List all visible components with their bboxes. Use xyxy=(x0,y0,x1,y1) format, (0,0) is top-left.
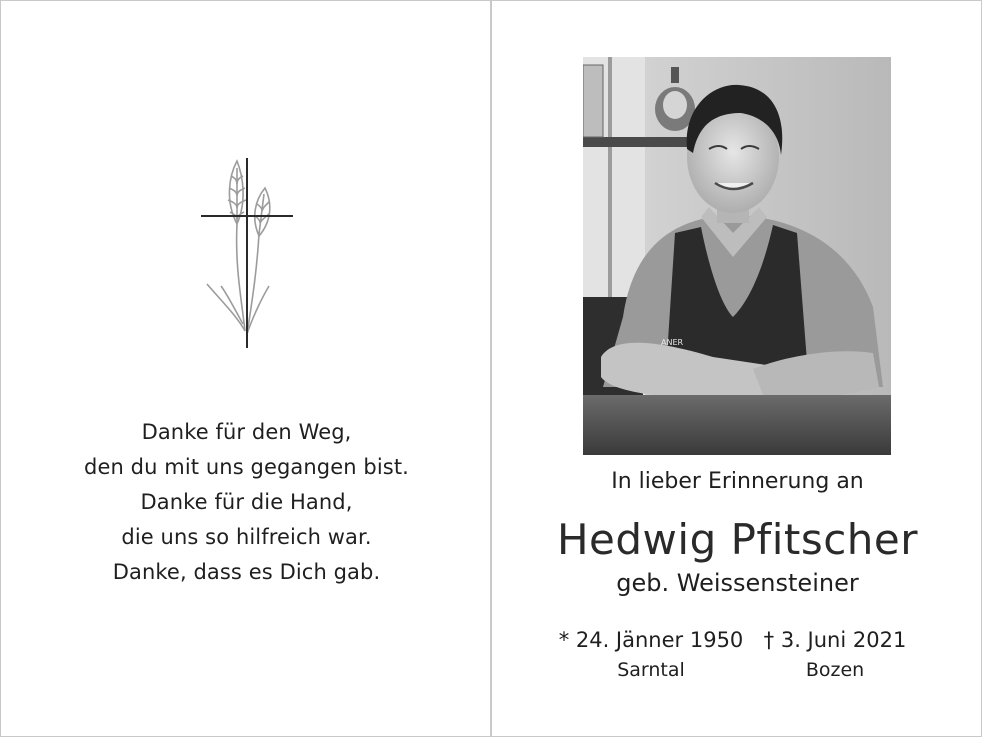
portrait-photo xyxy=(583,57,891,455)
apron-text: ANER xyxy=(661,338,684,347)
maiden-name: geb. Weissensteiner xyxy=(616,569,859,597)
poem-line: den du mit uns gegangen bist. xyxy=(84,455,409,479)
birth-place: Sarntal xyxy=(617,659,685,681)
birth-info xyxy=(551,625,751,685)
birth-date: * 24. Jänner 1950 xyxy=(558,628,744,652)
poem xyxy=(1,415,492,590)
cross-with-wheat-icon xyxy=(197,156,297,351)
poem-line: Danke für die Hand, xyxy=(140,490,353,514)
poem-line: die uns so hilfreich war. xyxy=(121,525,372,549)
death-date: † 3. Juni 2021 xyxy=(763,628,907,652)
death-info xyxy=(735,625,935,685)
poem-line: Danke, dass es Dich gab. xyxy=(112,560,381,584)
memory-intro: In lieber Erinnerung an xyxy=(611,469,864,494)
right-page xyxy=(491,0,982,737)
death-place: Bozen xyxy=(805,659,865,681)
deceased-name: Hedwig Pfitscher xyxy=(556,515,919,564)
poem-line: Danke für den Weg, xyxy=(141,420,352,444)
